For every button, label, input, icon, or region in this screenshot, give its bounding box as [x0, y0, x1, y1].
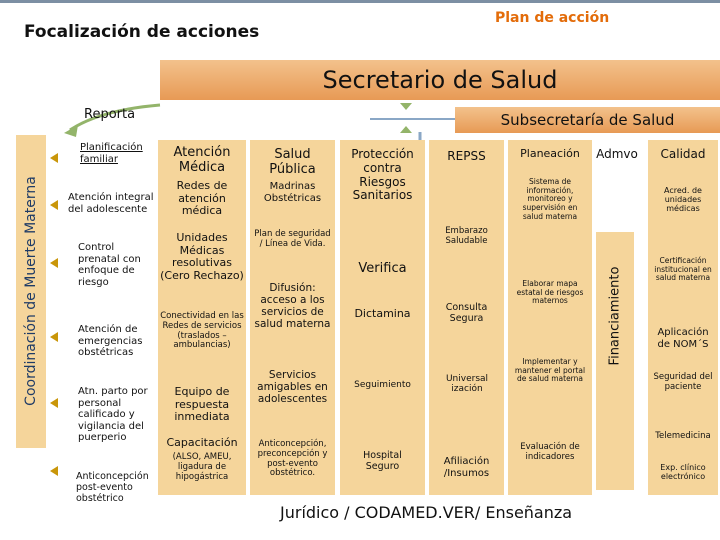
list-item: Planificación familiar: [80, 142, 143, 165]
col-item: Consulta Segura: [445, 302, 488, 324]
col-item: (ALSO, AMEU, ligadura de hipogástrica: [172, 452, 232, 482]
page-title: Focalización de acciones: [24, 22, 260, 42]
col-item: Anticoncepción, preconcepción y post-evento obstétrico.: [257, 439, 328, 479]
col-item: Dictamina: [354, 307, 411, 320]
col-item: Telemedicina: [655, 431, 711, 441]
col-item: Redes de atención médica: [176, 179, 228, 218]
financing-label: Financiamiento: [607, 266, 623, 366]
subsecretaria-banner: Subsecretaría de Salud: [455, 107, 720, 133]
secretario-banner: Secretario de Salud: [160, 60, 720, 100]
col-item: Aplicación de NOM´S: [657, 327, 709, 350]
top-rule: [0, 0, 720, 3]
col-item: Verifica: [358, 261, 407, 276]
col-item: Servicios amigables en adolescentes: [257, 369, 328, 406]
col-item: Equipo de respuesta inmediata: [174, 385, 230, 424]
col-item: Capacitación: [166, 436, 238, 449]
list-item: Atn. parto por personal calificado y vigilancia del puerperio: [78, 386, 148, 443]
col-item: Universalización: [445, 374, 489, 395]
list-item: Atención de emergencias obstétricas: [78, 324, 143, 358]
col-item: Sistema de información, monitoreo y supervisión en salud materna: [522, 177, 578, 221]
coordination-label: Coordinación de Muerte Materna: [23, 176, 39, 406]
admvo-header: Admvo: [596, 147, 638, 161]
col-header: REPSS: [447, 149, 486, 163]
col-header: Atención Médica: [173, 145, 231, 175]
col-header: Salud Pública: [269, 147, 316, 177]
col-item: Madrinas Obstétricas: [263, 181, 322, 204]
col-item: Seguimiento: [354, 380, 411, 390]
footer-label: Jurídico / CODAMED.VER/ Enseñanza: [280, 503, 573, 522]
col-item: Evaluación de indicadores: [520, 442, 580, 462]
col-item: Afiliación /Insumos: [443, 456, 490, 479]
col-item: Elaborar mapa estatal de riesgos maternos: [516, 279, 584, 306]
left-list: [50, 136, 155, 506]
arrow-icon: [50, 258, 58, 268]
col-item: Exp. clínico electrónico: [660, 463, 706, 482]
arrow-icon: [50, 153, 58, 163]
col-item: Certificación institucional en salud materna: [654, 256, 712, 283]
col-header: Protección contra Riesgos Sanitarios: [351, 147, 414, 203]
arrow-icon: [50, 398, 58, 408]
col-item: Difusión: acceso a los servicios de salud materna: [254, 282, 331, 331]
plan-label: Plan de acción: [495, 10, 610, 26]
col-item: Unidades Médicas resolutivas (Cero Rechazo): [160, 231, 244, 282]
col-item: Implementar y mantener el portal de salud materna: [514, 357, 586, 384]
arrow-icon: [50, 332, 58, 342]
col-item: Seguridad del paciente: [653, 372, 713, 392]
col-header: Planeación: [520, 147, 580, 160]
col-item: Conectividad en las Redes de servicios (traslados – ambulancias): [160, 311, 244, 351]
col-item: Embarazo Saludable: [445, 226, 488, 246]
list-item: Atención integral del adolescente: [68, 192, 154, 215]
col-header: Calidad: [660, 147, 706, 161]
list-item: Anticoncepción post-evento obstétrico: [76, 471, 149, 504]
col-item: Acred. de unidades médicas: [664, 186, 702, 214]
reporta-label: Reporta: [84, 107, 136, 122]
arrow-icon: [50, 200, 58, 210]
list-item: Control prenatal con enfoque de riesgo: [78, 242, 141, 288]
arrow-icon: [50, 466, 58, 476]
col-item: Plan de seguridad / Línea de Vida.: [254, 229, 331, 249]
col-item: Hospital Seguro: [363, 450, 402, 472]
